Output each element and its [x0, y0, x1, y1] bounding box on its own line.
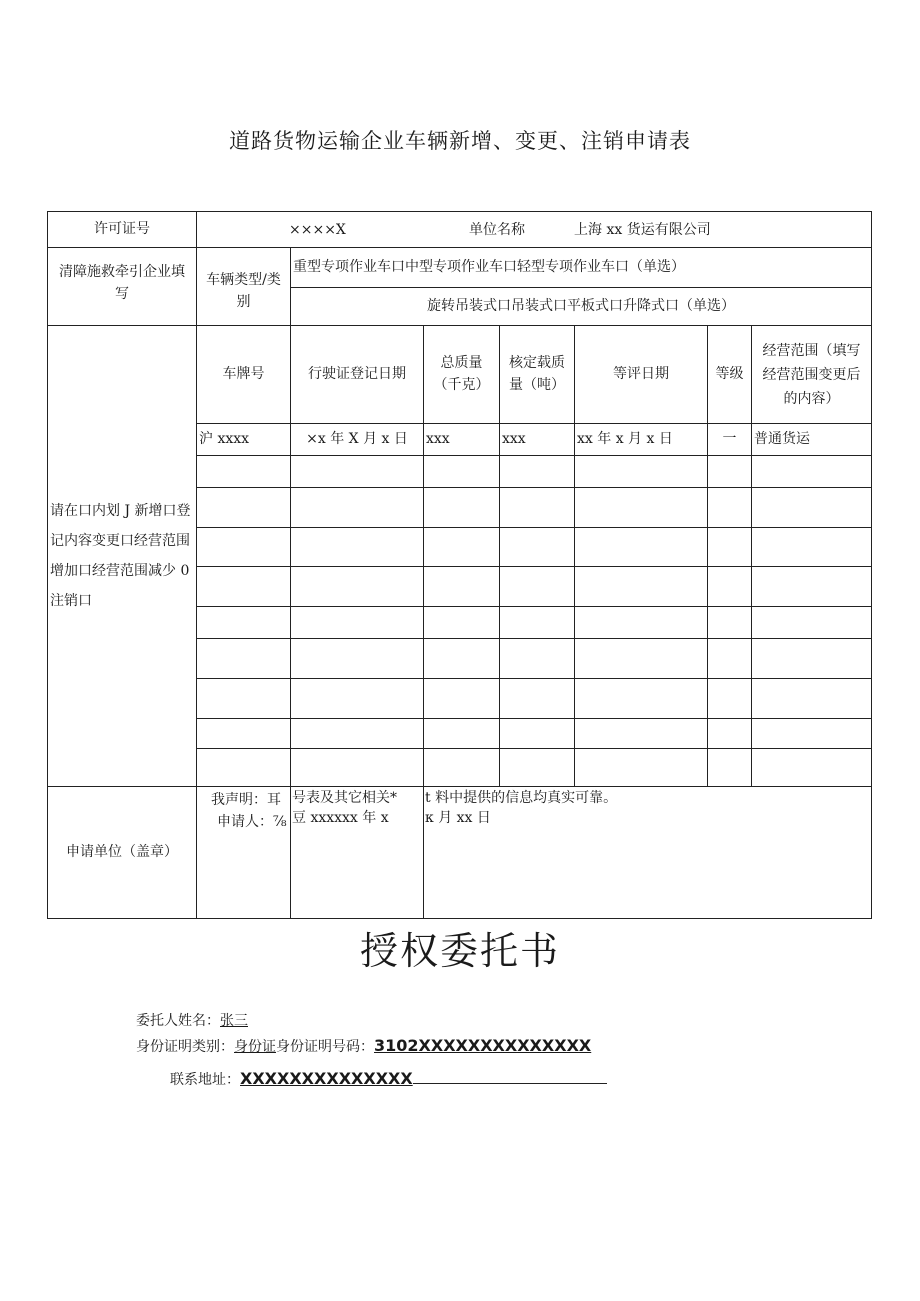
empty-cell — [197, 567, 291, 607]
empty-cell — [197, 488, 291, 528]
empty-cell — [708, 749, 752, 787]
empty-cell — [197, 749, 291, 787]
empty-cell — [708, 456, 752, 488]
change-type-note: 请在口内划 J 新增口登记内容变更口经营范围增加口经营范围减少 0 注销口 — [48, 326, 197, 787]
empty-cell — [575, 488, 708, 528]
empty-cell — [500, 456, 575, 488]
column-header-scope: 经营范围（填写经营范围变更后的内容） — [752, 326, 871, 424]
column-header-total-mass: 总质量（千克） — [424, 326, 500, 424]
rescue-label: 清障施救牵引企业填写 — [48, 248, 197, 326]
empty-cell — [424, 749, 500, 787]
empty-cell — [575, 528, 708, 567]
empty-cell — [424, 679, 500, 719]
address-underline — [413, 1069, 607, 1084]
declaration-left-cell — [197, 787, 291, 918]
principal-name-value: 张三 — [220, 1013, 248, 1029]
empty-cell — [500, 528, 575, 567]
principal-name-label: 委托人姓名： — [136, 1013, 220, 1029]
empty-cell — [708, 639, 752, 679]
vehicle-type-row2: 旋转吊装式口吊装式口平板式口升降式口（单选） — [291, 288, 871, 326]
empty-cell — [424, 528, 500, 567]
empty-cell — [752, 528, 871, 567]
row1-total-mass: xxx — [424, 424, 500, 456]
address-label: 联系地址： — [170, 1072, 240, 1088]
company-label: 单位名称 — [469, 222, 525, 238]
empty-cell — [575, 456, 708, 488]
empty-cell — [424, 488, 500, 528]
empty-cell — [752, 488, 871, 528]
empty-cell — [424, 639, 500, 679]
declaration-right-cell — [424, 787, 871, 918]
row1-scope: 普通货运 — [752, 424, 871, 456]
empty-cell — [500, 567, 575, 607]
empty-cell — [575, 607, 708, 639]
row1-plate: 沪 xxxx — [197, 424, 291, 456]
declare-mid-line1: 号表及其它相关* — [292, 790, 397, 806]
applicant-label: 申请单位（盖章） — [48, 787, 197, 918]
column-header-eval-date: 等评日期 — [575, 326, 708, 424]
empty-cell — [197, 456, 291, 488]
declare-right-line1: t 料中提供的信息均真实可靠。 — [425, 790, 618, 806]
row1-reg-date: ×x 年 X 月 x 日 — [291, 424, 424, 456]
empty-cell — [752, 679, 871, 719]
vehicle-type-row1: 重型专项作业车口中型专项作业车口轻型专项作业车口（单选） — [291, 248, 871, 288]
empty-cell — [500, 719, 575, 749]
empty-cell — [291, 488, 424, 528]
column-header-plate: 车牌号 — [197, 326, 291, 424]
empty-cell — [752, 749, 871, 787]
empty-cell — [197, 719, 291, 749]
empty-cell — [291, 639, 424, 679]
row1-eval-date: xx 年 x 月 x 日 — [575, 424, 708, 456]
empty-cell — [424, 719, 500, 749]
empty-cell — [575, 749, 708, 787]
empty-cell — [500, 607, 575, 639]
empty-cell — [575, 679, 708, 719]
declaration-mid-cell — [291, 787, 424, 918]
column-header-rated-load: 核定载质量（吨） — [500, 326, 575, 424]
empty-cell — [291, 456, 424, 488]
column-header-reg-date: 行驶证登记日期 — [291, 326, 424, 424]
empty-cell — [424, 607, 500, 639]
address-value: XXXXXXXXXXXXXX — [240, 1069, 413, 1088]
authorization-title: 授权委托书 — [359, 929, 560, 973]
empty-cell — [752, 639, 871, 679]
id-number-label: 身份证明号码： — [276, 1039, 374, 1055]
id-line — [136, 1036, 591, 1056]
declare-label: 我声明：耳 — [211, 792, 281, 808]
id-type-value: 身份证 — [234, 1039, 276, 1055]
applicant-person-label: 申请人：⅞ — [217, 814, 287, 830]
empty-cell — [708, 679, 752, 719]
empty-cell — [197, 679, 291, 719]
form-title: 道路货物运输企业车辆新增、变更、注销申请表 — [229, 129, 691, 153]
application-form-table — [47, 211, 872, 919]
declare-mid-line2: 豆 xxxxxx 年 x — [292, 810, 389, 826]
address-line — [170, 1069, 607, 1089]
empty-cell — [291, 607, 424, 639]
empty-cell — [424, 456, 500, 488]
column-header-grade: 等级 — [708, 326, 752, 424]
empty-cell — [197, 528, 291, 567]
empty-cell — [500, 679, 575, 719]
company-value: 上海 xx 货运有限公司 — [574, 222, 711, 238]
empty-cell — [424, 567, 500, 607]
license-label: 许可证号 — [48, 212, 197, 248]
empty-cell — [291, 528, 424, 567]
empty-cell — [575, 639, 708, 679]
vehicle-type-label: 车辆类型/类别 — [197, 248, 291, 326]
empty-cell — [197, 639, 291, 679]
empty-cell — [291, 719, 424, 749]
row1-rated-load: xxx — [500, 424, 575, 456]
empty-cell — [291, 679, 424, 719]
empty-cell — [291, 567, 424, 607]
empty-cell — [575, 719, 708, 749]
empty-cell — [500, 488, 575, 528]
empty-cell — [197, 607, 291, 639]
empty-cell — [500, 749, 575, 787]
empty-cell — [708, 528, 752, 567]
row1-grade: 一 — [708, 424, 752, 456]
empty-cell — [752, 456, 871, 488]
empty-cell — [575, 567, 708, 607]
license-company-cell — [197, 212, 871, 248]
empty-cell — [708, 719, 752, 749]
empty-cell — [708, 567, 752, 607]
empty-cell — [708, 488, 752, 528]
principal-name-line — [136, 1010, 248, 1030]
empty-cell — [752, 607, 871, 639]
empty-cell — [752, 719, 871, 749]
license-value: ××××X — [289, 222, 346, 238]
empty-cell — [291, 749, 424, 787]
empty-cell — [708, 607, 752, 639]
empty-cell — [752, 567, 871, 607]
declare-right-line2: κ 月 xx 日 — [425, 810, 491, 826]
id-type-label: 身份证明类别： — [136, 1039, 234, 1055]
id-number-value: 3102XXXXXXXXXXXXXX — [374, 1036, 592, 1055]
empty-cell — [500, 639, 575, 679]
